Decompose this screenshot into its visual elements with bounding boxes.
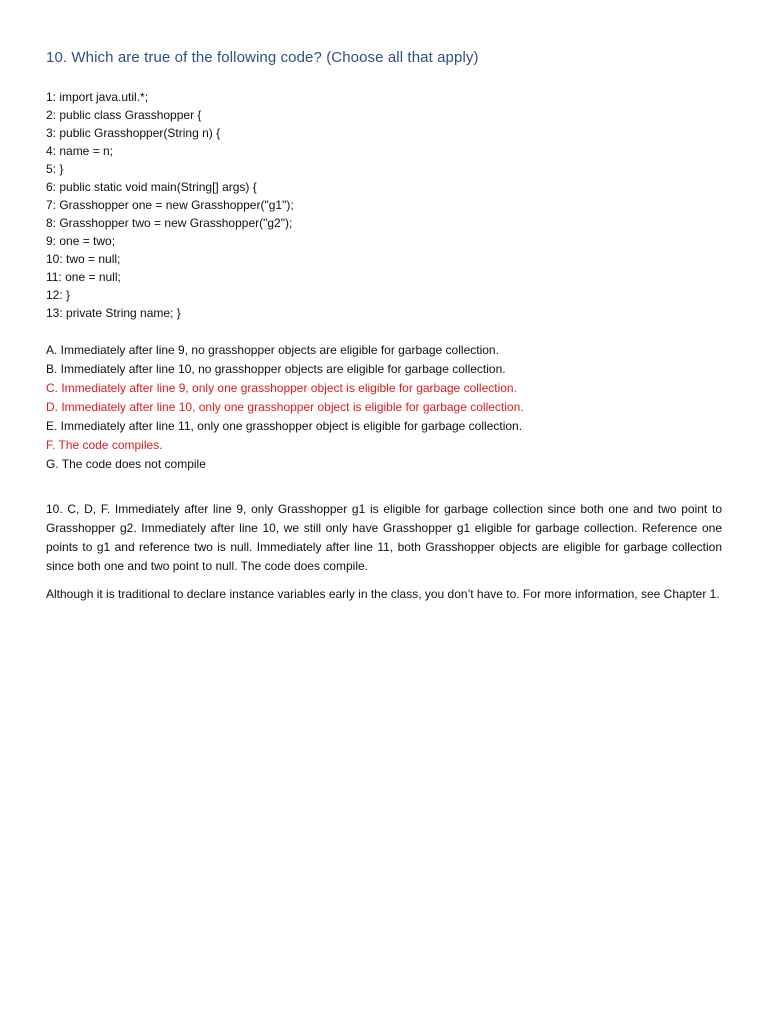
code-line: 8: Grasshopper two = new Grasshopper("g2"); bbox=[46, 216, 293, 230]
code-line: 9: one = two; bbox=[46, 234, 116, 248]
option-c: C. Immediately after line 9, only one grasshopper object is eligible for garbage collection. bbox=[46, 381, 517, 395]
code-listing bbox=[46, 88, 722, 322]
code-line: 5: } bbox=[46, 162, 64, 176]
code-line: 11: one = null; bbox=[46, 270, 121, 284]
code-line: 1: import java.util.*; bbox=[46, 90, 149, 104]
code-line: 3: public Grasshopper(String n) { bbox=[46, 126, 221, 140]
option-a: A. Immediately after line 9, no grasshopper objects are eligible for garbage collection. bbox=[46, 343, 499, 357]
code-line: 2: public class Grasshopper { bbox=[46, 108, 202, 122]
code-line: 10: two = null; bbox=[46, 252, 121, 266]
option-g: G. The code does not compile bbox=[46, 457, 206, 471]
answer-options bbox=[46, 341, 722, 474]
code-line: 7: Grasshopper one = new Grasshopper("g1"); bbox=[46, 198, 294, 212]
option-b: B. Immediately after line 10, no grasshopper objects are eligible for garbage collection. bbox=[46, 362, 506, 376]
explanation-paragraph: 10. C, D, F. Immediately after line 9, only Grasshopper g1 is eligible for garbage collection since both one and two point to Grasshopper g2. Immediately after line 10, we still only have Grasshopper g1 eligible for garbage collection. Reference one points to g1 and reference two is null. Immediately after line 11, both Grasshopper objects are eligible for garbage collection since both one and two point to null. The code does compile. bbox=[46, 502, 722, 573]
option-e: E. Immediately after line 11, only one grasshopper object is eligible for garbage collection. bbox=[46, 419, 523, 433]
option-f: F. The code compiles. bbox=[46, 438, 163, 452]
code-line: 13: private String name; } bbox=[46, 306, 181, 320]
explanation-paragraph: Although it is traditional to declare instance variables early in the class, you don’t have to. For more information, see Chapter 1. bbox=[46, 587, 720, 601]
question-title: 10. Which are true of the following code? (Choose all that apply) bbox=[46, 49, 479, 66]
answer-explanation bbox=[46, 500, 722, 604]
option-d: D. Immediately after line 10, only one grasshopper object is eligible for garbage collection. bbox=[46, 400, 524, 414]
code-line: 4: name = n; bbox=[46, 144, 114, 158]
code-line: 6: public static void main(String[] args) { bbox=[46, 180, 257, 194]
code-line: 12: } bbox=[46, 288, 71, 302]
